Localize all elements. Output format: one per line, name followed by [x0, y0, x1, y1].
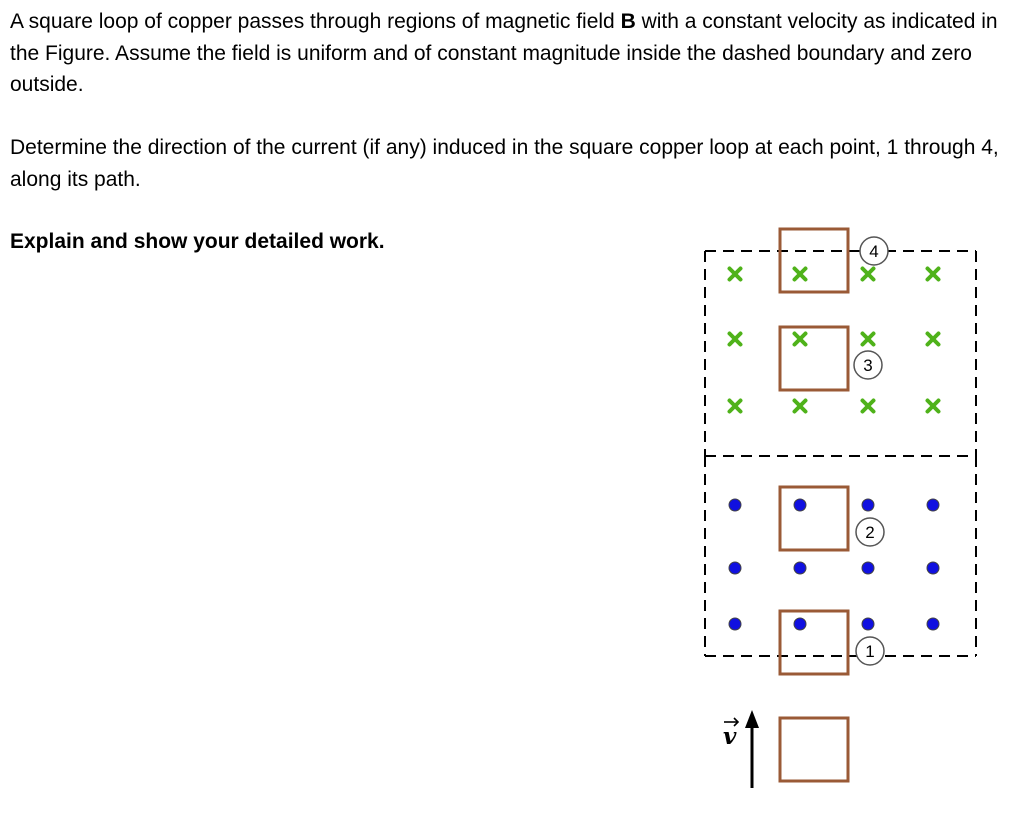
loop-position-2 [780, 487, 848, 550]
dot-field-out-of-page-icon [729, 562, 741, 574]
x-field-into-page-icon [730, 401, 741, 412]
dot-field-out-of-page-icon [729, 618, 741, 630]
x-field-into-page-icon [928, 334, 939, 345]
problem-paragraph-2: Determine the direction of the current (if any) induced in the square copper loop at each point, 1 through 4, along its path. [10, 136, 999, 191]
svg-text:3: 3 [863, 356, 873, 375]
loop-start [780, 718, 848, 781]
field-symbol-B: B [620, 10, 636, 33]
label-2 [856, 518, 884, 546]
velocity-vector [723, 710, 759, 788]
loop-position-1 [780, 611, 848, 674]
upper-field-boundary [705, 251, 976, 456]
velocity-arrowhead-icon [745, 710, 759, 728]
dot-field-out-of-page-icon [927, 499, 939, 511]
x-field-into-page-icon [863, 334, 874, 345]
x-field-into-page-icon [863, 269, 874, 280]
problem-instruction: Explain and show your detailed work. [10, 230, 385, 253]
dot-field-out-of-page-icon [862, 562, 874, 574]
dot-field-out-of-page-icon [927, 618, 939, 630]
x-field-into-page-icon [863, 401, 874, 412]
dot-field-out-of-page-icon [794, 618, 806, 630]
svg-text:1: 1 [865, 642, 875, 661]
x-field-into-page-icon [795, 269, 806, 280]
loop-position-3 [780, 327, 848, 390]
velocity-symbol: v [723, 723, 737, 750]
x-field-into-page-icon [795, 334, 806, 345]
x-field-into-page-icon [928, 401, 939, 412]
x-field-into-page-icon [928, 269, 939, 280]
label-3 [854, 351, 882, 379]
position-labels [854, 237, 888, 665]
x-field-into-page-icon [795, 401, 806, 412]
label-4 [860, 237, 888, 265]
para1-text-start: A square loop of copper passes through regions of magnetic field [10, 10, 621, 33]
copper-loops [780, 229, 848, 781]
dot-field-out-of-page-icon [862, 618, 874, 630]
dot-field-out-of-page-icon [794, 562, 806, 574]
dot-field-out-of-page-icon [794, 499, 806, 511]
para1-text-end: with a constant velocity as indicated in the Figure. Assume the field is uniform and of constant magnitude inside the dashed boundary and zero outside. [10, 10, 998, 96]
svg-text:4: 4 [869, 242, 879, 261]
dot-field-out-of-page-icon [862, 499, 874, 511]
svg-text:2: 2 [865, 523, 875, 542]
dot-field-out-of-page-icon [927, 562, 939, 574]
x-field-into-page-icon [730, 334, 741, 345]
label-1 [856, 637, 884, 665]
loop-position-4 [780, 229, 848, 292]
x-field-into-page-icon [730, 269, 741, 280]
dot-field-out-of-page-icon [729, 499, 741, 511]
